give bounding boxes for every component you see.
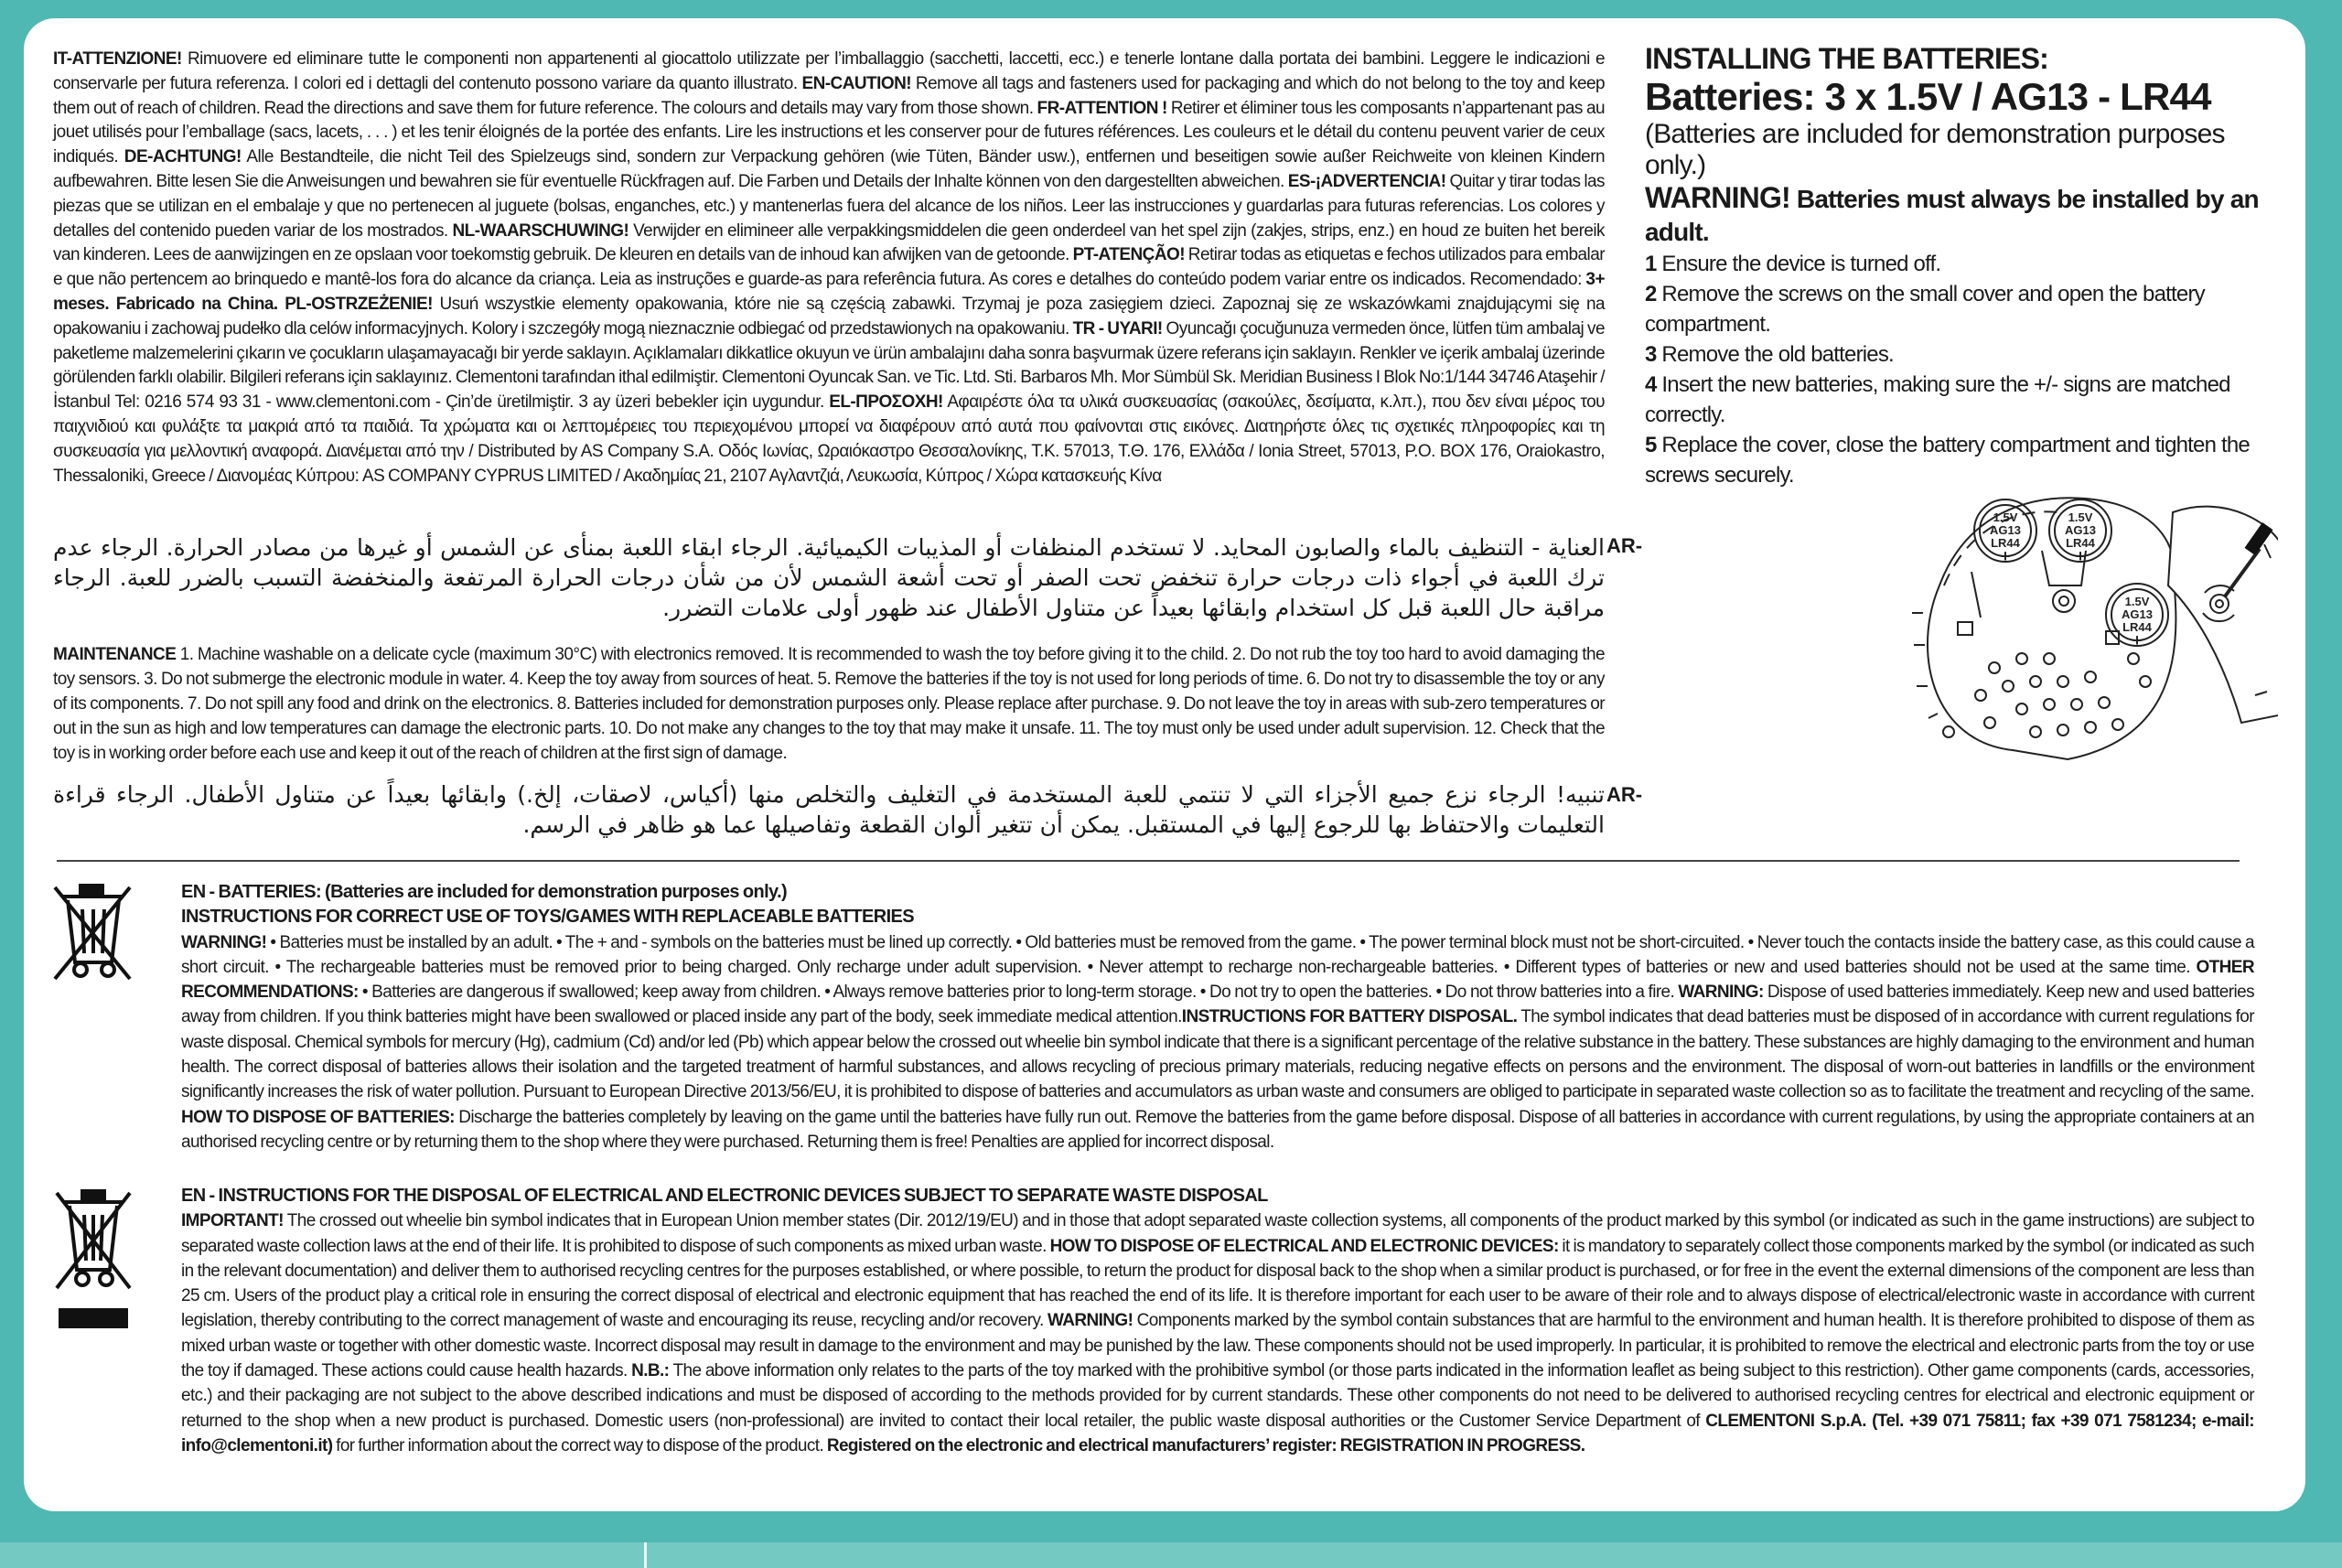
installing-batteries bbox=[1645, 42, 2267, 490]
arabic-tag-1: AR- bbox=[1606, 534, 1643, 557]
install-warning bbox=[1645, 181, 2267, 249]
battery-disposal-text: The symbol indicates that dead batteries must be disposed of in accordance with current regulations for waste disposal. Chemical symbols for mercury (Hg), cadmium (Cd) and/or led (Pb) which appear below the crossed out wheelie bin symbol indicate that there is a significant percentage of the relative substance in the battery. These substances are highly damaging to the environment and human health. The correct disposal of batteries allows their isolation and the targeted treatment of harmful substances, and allows recycling of precious primary materials, reducing negative effects on persons and the environment. The disposal of worn-out batteries in landfills or the environment significantly increases the risk of water pollution. Pursuant to European Directive 2013/56/EU, it is prohibited to dispose of batteries and accumulators as urban waste and consumers are obliged to participate in separated waste collection so as to facilitate the treatment and recycling of the same. bbox=[181, 1007, 2254, 1102]
pl-text: Usuń wszystkie elementy opakowania, które nie są częścią zabawki. Trzymaj je poza zasięgiem dzieci. Zapoznaj się ze wskazówkami znajdującymi się na opakowaniu i zachowaj pudełko dla celów informacyjnych. Kolory i szczegóły mogą nieznacznie odbiegać od przedstawionych na opakowaniu. bbox=[53, 294, 1605, 338]
maintenance-block bbox=[53, 642, 1605, 766]
how-dispose-batteries-text: Discharge the batteries completely by leaving on the game until the batteries have fully run out. Remove the batteries from the game before disposal. Dispose of all batteries in accordance with current regulations, by using the appropriate containers at an authorised recycling centre or by returning them to the shop where they were purchased. Returning them is free! Penalties are applied for incorrect disposal. bbox=[181, 1107, 2254, 1152]
arabic-warning-text: تنبيه! الرجاء نزع جميع الأجزاء التي لا تنتمي للعبة المستخدمة في التغليف والتخلص منها (أكياس، لاصقات، إلخ.) وابقائها بعيداً عن متناول الأطفال. الرجاء قراءة التعليمات والاحتفاظ بها للرجوع إليها في المستقبل. يمكن أن تتغير ألوان القطعة وتفاصيلها عما هو ظاهر في الرسم. bbox=[53, 781, 1605, 838]
step-text: Insert the new batteries, making sure the +/- signs are matched correctly. bbox=[1645, 372, 2230, 427]
nl-text: Verwijder en elimineer alle verpakkingsmiddelen die geen onderdeel van het spel zijn (zakjes, strips, enz.) en houd ze buiten het bereik van kinderen. Lees de aanwijzingen en ze opslaan voor toekomstig gebruik. De kleuren en details van de inhoud kan afwijken van de getoonde. bbox=[53, 220, 1605, 265]
fr-label: FR-ATTENTION ! bbox=[1037, 98, 1167, 118]
demo-note: (Batteries are included for demonstration purposes only.) bbox=[1645, 119, 2225, 180]
step-text: Remove the screws on the small cover and open the battery compartment. bbox=[1645, 282, 2205, 337]
step-text: Ensure the device is turned off. bbox=[1656, 252, 1941, 276]
step-number: 4 bbox=[1645, 372, 1657, 397]
cell-3-code: LR44 bbox=[2122, 620, 2152, 634]
step-number: 3 bbox=[1645, 342, 1657, 367]
el-text: Αφαιρέστε όλα τα υλικά συσκευασίας (σακούλες, δεσίματα, κ.λπ.), που δεν είναι μέρος του παιχνιδιού και φυλάξτε τα μακριά από τα παιδιά. Τα χρώματα και οι λεπτομέρειες του περιεχομένου μπορεί να διαφέρουν από αυτά που φαίνονται στις εικόνες. Διατηρήστε όλες τις σχετικές πληροφορίες και τη συσκευασία για μελλοντική αναφορά. Διανέμεται από την / Distributed by AS Company S.A. Οδός Ιωνίας, Ωραιόκαστρο Θεσσαλονίκης, Τ.Κ. 57013, Τ.Θ. 176, Ελλάδα / Ionia Street, 57013, P.O. BOX 176, Oraiokastro, Thessaloniki, Greece / Διανομέας Κύπρου: AS COMPANY CYPRUS LIMITED / Ακαδημίας 21, 2107 Αγλαντζιά, Λευκωσία, Κύπρος / Χώρα κατασκευής Κίνα bbox=[53, 392, 1605, 486]
crossed-bin-icon bbox=[49, 880, 134, 983]
arabic-care-text: العناية - التنظيف بالماء والصابون المحايد. لا تستخدم المنظفات أو المذيبات الكيميائية. الرجاء ابقاء اللعبة بمنأى عن الشمس أو غيرها من مصادر الحرارة. الرجاء عدم ترك اللعبة في أجواء ذات درجات حرارة تنخفض تحت الصفر أو تحت أشعة الشمس لأن من شأن درجات الحرارة المرتفعة والمنخفضة التسبب بالضرر للعبة. الرجاء مراقبة حال اللعبة قبل كل استخدام وابقائها بعيداً عن متناول الأطفال عند ظهور أولى علامات التضرر. bbox=[53, 534, 1605, 621]
batteries-warning2-text: Dispose of used batteries immediately. Keep new and used batteries away from children. If you think batteries might have been swallowed or placed inside any part of the body, seek immediate medical attention. bbox=[181, 983, 2254, 1027]
crossed-bin-weee-icon bbox=[53, 1186, 134, 1332]
batteries-title-2: INSTRUCTIONS FOR CORRECT USE OF TOYS/GAMES WITH REPLACEABLE BATTERIES bbox=[181, 907, 915, 928]
cell-3-plus: + bbox=[2132, 631, 2143, 650]
battery-disposal-label: INSTRUCTIONS FOR BATTERY DISPOSAL. bbox=[1181, 1007, 1518, 1027]
step-text: Remove the old batteries. bbox=[1656, 342, 1894, 367]
step-number: 2 bbox=[1645, 282, 1657, 306]
cell-3-type: AG13 bbox=[2122, 607, 2153, 621]
cell-2-type: AG13 bbox=[2065, 523, 2096, 537]
footer-strip bbox=[0, 1542, 2342, 1568]
tr-text: Oyuncağı çocuğunuza vermeden önce, lütfen tüm ambalaj ve paketleme malzemelerini çıkarın ve çocukların ulaşamayacağı bir yerde saklayın. Açıklamaları dikkatlice okuyun ve ürün ambalajını daha sonra başvurmak üzere referans için saklayın. Renkler ve içerik ambalaj üzerinde görülenden farklı olabilir. Bilgileri referans için saklayınız. Clementoni tarafından ithal edilmiştir. Clementoni Oyuncak San. ve Tic. Ltd. Sti. Barbaros Mh. Mor Sümbül Sk. Meridian Business I Blok No:1/144 34746 Ataşehir / İstanbul Tel: 0216 574 93 31 - www.clementoni.com - Çin’de üretilmiştir. 3 ay üzeri bebekler için uygundur. bbox=[53, 318, 1605, 413]
step-text: Replace the cover, close the battery compartment and tighten the screws securely. bbox=[1645, 433, 2250, 488]
step-number: 1 bbox=[1645, 252, 1657, 276]
cell-1-type: AG13 bbox=[1990, 523, 2021, 537]
weee-title: EN - INSTRUCTIONS FOR THE DISPOSAL OF ELECTRICAL AND ELECTRONIC DEVICES SUBJECT TO SEPARATE WASTE DISPOSAL bbox=[181, 1186, 1268, 1206]
install-step-2 bbox=[1645, 279, 2267, 339]
important-text: The crossed out wheelie bin symbol indicates that in European Union member states (Dir. 2012/19/EU) and in those that adopt separated waste collection systems, all components of the product marked by this symbol (or indicated as such in the game instructions) are subject to separated waste collection laws at the end of their life. It is prohibited to dispose of such components as mixed urban waste. bbox=[181, 1211, 2254, 1256]
fr-text: Retirer et éliminer tous les composants n’appartenant pas au jouet utilisés pour l’emballage (sacs, lacets, . . . ) et les tenir éloignés de la portée des enfants. Lire les instructions et les conserver pour de futures références. Les couleurs et le détail du contenu peuvent varier de ceux indiqués. bbox=[53, 98, 1605, 167]
install-step-4 bbox=[1645, 370, 2267, 430]
section-divider bbox=[57, 860, 2240, 862]
cell-1-voltage: 1.5V bbox=[1993, 510, 2018, 524]
pl-label: PL-OSTRZEŻENIE! bbox=[277, 294, 433, 314]
step-number: 5 bbox=[1645, 433, 1657, 457]
install-title: INSTALLING THE BATTERIES: bbox=[1645, 42, 2049, 75]
important-label: IMPORTANT! bbox=[181, 1211, 284, 1231]
en-label: EN-CAUTION! bbox=[801, 73, 912, 93]
nb-label: N.B.: bbox=[631, 1361, 670, 1381]
pt-text: Retirar todas as etiquetas e fechos utilizados para embalar e que não pertencem ao brinquedo e mantê-los fora do alcance da criança. Leia as instruções e guarde-as para referência futura. As cores e detalhes do conteúdo podem variar entre os indicados. Recomendado: bbox=[53, 245, 1605, 290]
batteries-warning-text: • Batteries must be installed by an adult. • The + and - symbols on the batteries must be lined up correctly. • Old batteries must be removed from the game. • The power terminal block must not be short-circuited. • Never touch the contacts inside the battery case, as this could cause a short circuit. • The rechargeable batteries must be removed prior to being charged. Only recharge under adult supervision. • Never attempt to recharge non-rechargeable batteries. • Different types of batteries or new and used batteries should not be used at the same time. bbox=[181, 932, 2254, 977]
batteries-section bbox=[181, 880, 2254, 1155]
batteries-warning2-label: WARNING: bbox=[1678, 983, 1764, 1003]
maintenance-text: 1. Machine washable on a delicate cycle (maximum 30°C) with electronics removed. It is recommended to wash the toy before giving it to the child. 2. Do not rub the toy too hard to avoid damaging the toy sensors. 3. Do not submerge the electronic module in water. 4. Keep the toy away from sources of heat. 5. Remove the batteries if the toy is not used for long periods of time. 6. Do not try to disassemble the toy or any of its components. 7. Do not spill any food and drink on the electronics. 8. Batteries included for demonstration purposes only. Please replace after purchase. 9. Do not leave the toy in areas with sub-zero temperatures or out in the sun as high and low temperatures can damage the electronic parts. 10. Do not make any changes to the toy that may make it unsafe. 11. The toy must only be used under adult supervision. 12. Check that the toy is in working order before each use and keep it out of the reach of children at the first sign of damage. bbox=[53, 645, 1605, 763]
nb-text: The above information only relates to the parts of the toy marked with the prohibitive symbol (or those parts indicated in the information leaflet as being subject to this restriction). Other game components (cards, accessories, etc.) and their packaging are not subject to the above described indications and must be disposed of according to the methods provided for by current standards. These other components do not need to be delivered to authorised recycling centres for electrical and electronic equipment or returned to the shop when a new product is purchased. Domestic users (non-professional) are invited to contact their local retailer, the public waste disposal authorities or the Customer Service Department of bbox=[181, 1361, 2254, 1431]
weee-body bbox=[181, 1208, 2254, 1458]
multilingual-warnings bbox=[53, 48, 1605, 489]
speaker-holes bbox=[1943, 653, 2151, 737]
install-step-3 bbox=[1645, 339, 2267, 370]
it-label: IT-ATTENZIONE! bbox=[53, 49, 182, 69]
el-label: EL-ΠΡΟΣΟΧΗ! bbox=[829, 392, 943, 413]
battery-spec: Batteries: 3 x 1.5V / AG13 - LR44 bbox=[1645, 75, 2211, 118]
nl-label: NL-WAARSCHUWING! bbox=[452, 220, 629, 241]
es-label: ES-¡ADVERTENCIA! bbox=[1287, 171, 1446, 191]
clementoni-contact: CLEMENTONI S.p.A. (Tel. +39 071 75811; fax +39 071 7581234; e-mail: info@clementoni.it) bbox=[181, 1411, 2254, 1455]
weee-bar bbox=[59, 1308, 128, 1328]
cell-2-voltage: 1.5V bbox=[2068, 510, 2093, 524]
install-warning-label: WARNING! bbox=[1645, 181, 1790, 214]
it-text: Rimuovere ed eliminare tutte le componenti non appartenenti al giocattolo utilizzate per l’imballaggio (sacchetti, laccetti, ecc.) e tenerle lontane dalla portata dei bambini. Leggere le indicazioni e conservarle per futura referenza. I colori ed i dettagli del contenuto possono variare da quanto illustrato. bbox=[53, 49, 1605, 93]
pt-label: PT-ATENÇÃO! bbox=[1072, 245, 1185, 265]
es-text: Quitar y tirar todas las piezas que se utilizan en el embalaje y que no pertenecen al juguete (bolsas, enganches, etc.) y mantenerlas fuera del alcance de los niños. Leer las instrucciones y guardarlas para futuras referencias. Los colores y detalles del contenido pueden variar de los mostrados. bbox=[53, 171, 1606, 241]
battery-compartment-diagram bbox=[1894, 476, 2278, 787]
en-text: Remove all tags and fasteners used for packaging and which do not belong to the toy and keep them out of reach of children. Read the directions and save them for future reference. The colours and details may vary from those shown. bbox=[53, 73, 1605, 118]
footer-divider bbox=[644, 1542, 647, 1568]
how-dispose-devices-label: HOW TO DISPOSE OF ELECTRICAL AND ELECTRONIC DEVICES: bbox=[1049, 1236, 1559, 1256]
how-dispose-devices-text: it is mandatory to separately collect those components marked by the symbol (or indicated as such in the relevant documentation) and deliver them to authorised recycling centres for the purposes established, or where possible, to return the product for disposal back to the shop when a similar product is purchased, or for free in the event the external dimensions of the component are less than 25 cm. Users of the product play a critical role in ensuring the correct disposal of electrical and electronic equipment that has reached the end of its life. It is therefore important for each user to be aware of their role and to always dispose of electrical/electronic waste in accordance with current legislation, thereby contributing to the correct management of waste and encouraging its reuse, recycling and/or recovery. bbox=[181, 1236, 2254, 1331]
cell-1-plus: + bbox=[2000, 547, 2011, 565]
cell-2-code: LR44 bbox=[2066, 536, 2095, 550]
batteries-body bbox=[181, 930, 2254, 1155]
batteries-title-1: EN - BATTERIES: (Batteries are included for demonstration purposes only.) bbox=[181, 882, 788, 902]
tr-label: TR - UYARI! bbox=[1072, 318, 1163, 338]
de-text: Alle Bestandteile, die nicht Teil des Spielzeugs sind, sondern zur Verpackung gehören (wie Tüten, Bänder usw.), entfernen und beseitigen sowie außer Reichweite von kleinen Kindern aufbewahren. Bitte lesen Sie die Anweisungen und bewahren sie für eventuelle Rückfragen auf. Die Farben und Details der Inhalte können von den dargestellten abweichen. bbox=[53, 147, 1605, 191]
weee-warning-label: WARNING! bbox=[1047, 1311, 1133, 1331]
maintenance-label: MAINTENANCE bbox=[53, 645, 177, 664]
install-step-1 bbox=[1645, 249, 2267, 279]
other-recommendations-label: OTHER RECOMMENDATIONS: bbox=[181, 957, 2254, 1003]
pt-bold: 3+ meses. Fabricado na China. bbox=[53, 270, 1605, 314]
arabic-tag-2: AR- bbox=[1606, 783, 1643, 806]
how-dispose-batteries-label: HOW TO DISPOSE OF BATTERIES: bbox=[181, 1107, 455, 1127]
batteries-warning-label: WARNING! bbox=[181, 932, 267, 952]
cell-1-code: LR44 bbox=[1991, 536, 2020, 550]
de-label: DE-ACHTUNG! bbox=[124, 147, 242, 167]
registration-note: Registered on the electronic and electrical manufacturers’ register: REGISTRATION IN PROGRESS. bbox=[826, 1435, 1585, 1455]
other-recommendations-text: • Batteries are dangerous if swallowed; keep away from children. • Always remove batteries prior to long-term storage. • Do not try to open the batteries. • Do not throw batteries into a fire. bbox=[358, 983, 1679, 1003]
cell-2-plus: + bbox=[2075, 547, 2086, 565]
install-warning-text: Batteries must always be installed by an adult. bbox=[1645, 185, 2259, 246]
cell-3-voltage: 1.5V bbox=[2124, 595, 2150, 608]
weee-section bbox=[181, 1184, 2254, 1458]
weee-warning-text: Components marked by the symbol contain substances that are harmful to the environment and human health. It is therefore prohibited to dispose of them as mixed urban waste or together with other domestic waste. Incorrect disposal may result in damage to the environment and may be punished by the law. These components should not be used improperly. In particular, it is prohibited to remove the electrical and electronic parts from the toy or use the toy if damaged. These actions could cause health hazards. bbox=[181, 1311, 2254, 1381]
contact-text: for further information about the correct way to dispose of the product. bbox=[332, 1435, 827, 1455]
